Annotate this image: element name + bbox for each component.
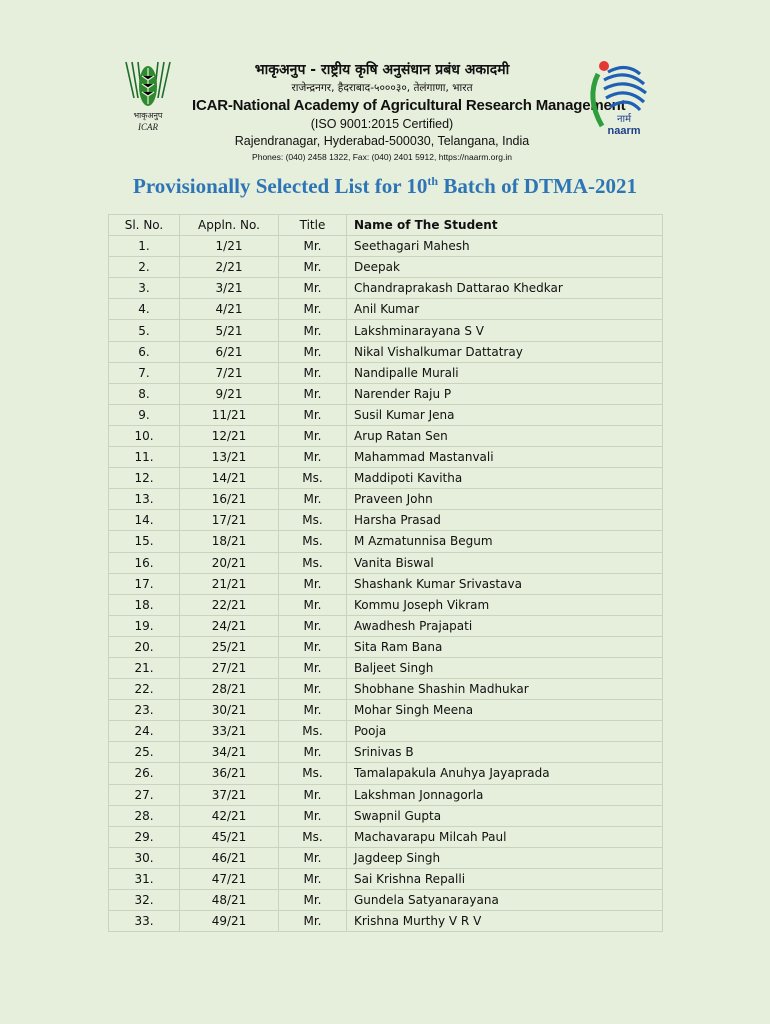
student-name-cell: Lakshman Jonnagorla [347, 784, 663, 805]
title-cell: Ms. [279, 468, 347, 489]
table-row [109, 257, 663, 278]
appln-no-cell: 7/21 [180, 362, 279, 383]
title-cell: Ms. [279, 721, 347, 742]
student-name-cell: Chandraprakash Dattarao Khedkar [347, 278, 663, 299]
title-cell: Mr. [279, 341, 347, 362]
appln-no-cell: 22/21 [180, 594, 279, 615]
sl-no-cell: 6. [109, 341, 180, 362]
table-row [109, 636, 663, 657]
table-row [109, 721, 663, 742]
sl-no-cell: 5. [109, 320, 180, 341]
table-row [109, 847, 663, 868]
title-cell: Mr. [279, 615, 347, 636]
table-row [109, 383, 663, 404]
table-row [109, 299, 663, 320]
student-name-cell: M Azmatunnisa Begum [347, 531, 663, 552]
sl-no-cell: 30. [109, 847, 180, 868]
appln-no-cell: 24/21 [180, 615, 279, 636]
appln-no-cell: 16/21 [180, 489, 279, 510]
appln-no-cell: 18/21 [180, 531, 279, 552]
appln-no-cell: 25/21 [180, 636, 279, 657]
student-name-cell: Lakshminarayana S V [347, 320, 663, 341]
appln-no-cell: 45/21 [180, 826, 279, 847]
sl-no-cell: 12. [109, 468, 180, 489]
title-cell: Mr. [279, 868, 347, 889]
title-cell: Mr. [279, 447, 347, 468]
sl-no-cell: 19. [109, 615, 180, 636]
iso-certification: (ISO 9001:2015 Certified) [310, 117, 454, 131]
student-name-cell: Sai Krishna Repalli [347, 868, 663, 889]
table-row [109, 425, 663, 446]
table-row [109, 341, 663, 362]
table-row [109, 531, 663, 552]
col-appln-no: Appln. No. [180, 215, 279, 236]
student-name-cell: Anil Kumar [347, 299, 663, 320]
icar-logo [118, 58, 178, 136]
sl-no-cell: 15. [109, 531, 180, 552]
table-row [109, 362, 663, 383]
svg-text:नार्म: नार्म [616, 114, 632, 125]
naarm-logo [568, 58, 650, 136]
table-row [109, 700, 663, 721]
title-cell: Ms. [279, 552, 347, 573]
student-name-cell: Kommu Joseph Vikram [347, 594, 663, 615]
sl-no-cell: 14. [109, 510, 180, 531]
appln-no-cell: 1/21 [180, 236, 279, 257]
table-row [109, 468, 663, 489]
title-cell: Ms. [279, 510, 347, 531]
title-cell: Mr. [279, 742, 347, 763]
appln-no-cell: 11/21 [180, 404, 279, 425]
table-row [109, 826, 663, 847]
student-name-cell: Seethagari Mahesh [347, 236, 663, 257]
appln-no-cell: 3/21 [180, 278, 279, 299]
appln-no-cell: 49/21 [180, 911, 279, 932]
sl-no-cell: 11. [109, 447, 180, 468]
table-row [109, 573, 663, 594]
student-name-cell: Krishna Murthy V R V [347, 911, 663, 932]
table-row [109, 320, 663, 341]
sl-no-cell: 28. [109, 805, 180, 826]
student-name-cell: Tamalapakula Anuhya Jayaprada [347, 763, 663, 784]
student-name-cell: Mohar Singh Meena [347, 700, 663, 721]
table-row [109, 594, 663, 615]
appln-no-cell: 34/21 [180, 742, 279, 763]
appln-no-cell: 37/21 [180, 784, 279, 805]
appln-no-cell: 30/21 [180, 700, 279, 721]
title-cell: Mr. [279, 383, 347, 404]
table-row [109, 278, 663, 299]
table-row [109, 679, 663, 700]
appln-no-cell: 28/21 [180, 679, 279, 700]
title-cell: Ms. [279, 531, 347, 552]
sl-no-cell: 31. [109, 868, 180, 889]
appln-no-cell: 36/21 [180, 763, 279, 784]
org-name: ICAR-National Academy of Agricultural Research Management [192, 97, 626, 114]
sl-no-cell: 21. [109, 657, 180, 678]
appln-no-cell: 27/21 [180, 657, 279, 678]
table-row [109, 805, 663, 826]
appln-no-cell: 48/21 [180, 890, 279, 911]
sl-no-cell: 22. [109, 679, 180, 700]
title-cell: Mr. [279, 278, 347, 299]
sl-no-cell: 26. [109, 763, 180, 784]
svg-text:ICAR: ICAR [138, 122, 158, 132]
title-cell: Mr. [279, 657, 347, 678]
table-row [109, 447, 663, 468]
student-name-cell: Awadhesh Prajapati [347, 615, 663, 636]
title-cell: Mr. [279, 636, 347, 657]
student-name-cell: Susil Kumar Jena [347, 404, 663, 425]
title-cell: Mr. [279, 362, 347, 383]
col-sl-no: Sl. No. [109, 215, 180, 236]
sl-no-cell: 17. [109, 573, 180, 594]
student-name-cell: Nikal Vishalkumar Dattatray [347, 341, 663, 362]
appln-no-cell: 9/21 [180, 383, 279, 404]
student-name-cell: Shashank Kumar Srivastava [347, 573, 663, 594]
student-name-cell: Baljeet Singh [347, 657, 663, 678]
appln-no-cell: 4/21 [180, 299, 279, 320]
letterhead [0, 0, 770, 175]
student-name-cell: Arup Ratan Sen [347, 425, 663, 446]
title-cell: Mr. [279, 425, 347, 446]
title-cell: Mr. [279, 805, 347, 826]
appln-no-cell: 5/21 [180, 320, 279, 341]
title-cell: Mr. [279, 573, 347, 594]
sl-no-cell: 13. [109, 489, 180, 510]
title-cell: Mr. [279, 911, 347, 932]
page-title: Provisionally Selected List for 10th Batch of DTMA-2021 [133, 174, 637, 198]
student-name-cell: Srinivas B [347, 742, 663, 763]
appln-no-cell: 17/21 [180, 510, 279, 531]
table-row [109, 552, 663, 573]
student-name-cell: Machavarapu Milcah Paul [347, 826, 663, 847]
table-row [109, 236, 663, 257]
appln-no-cell: 46/21 [180, 847, 279, 868]
appln-no-cell: 6/21 [180, 341, 279, 362]
title-cell: Ms. [279, 763, 347, 784]
sl-no-cell: 23. [109, 700, 180, 721]
svg-text:भाकृअनुप: भाकृअनुप [133, 111, 163, 120]
title-cell: Mr. [279, 847, 347, 868]
sl-no-cell: 8. [109, 383, 180, 404]
sl-no-cell: 4. [109, 299, 180, 320]
svg-text:naarm: naarm [607, 125, 641, 136]
appln-no-cell: 2/21 [180, 257, 279, 278]
appln-no-cell: 20/21 [180, 552, 279, 573]
sl-no-cell: 27. [109, 784, 180, 805]
sl-no-cell: 33. [109, 911, 180, 932]
sl-no-cell: 32. [109, 890, 180, 911]
student-name-cell: Swapnil Gupta [347, 805, 663, 826]
student-name-cell: Harsha Prasad [347, 510, 663, 531]
selection-table [108, 214, 663, 932]
sl-no-cell: 2. [109, 257, 180, 278]
table-row [109, 890, 663, 911]
student-name-cell: Gundela Satyanarayana [347, 890, 663, 911]
student-name-cell: Vanita Biswal [347, 552, 663, 573]
title-cell: Ms. [279, 826, 347, 847]
appln-no-cell: 12/21 [180, 425, 279, 446]
appln-no-cell: 21/21 [180, 573, 279, 594]
sl-no-cell: 3. [109, 278, 180, 299]
student-name-cell: Shobhane Shashin Madhukar [347, 679, 663, 700]
appln-no-cell: 14/21 [180, 468, 279, 489]
student-name-cell: Pooja [347, 721, 663, 742]
table-row [109, 742, 663, 763]
student-name-cell: Sita Ram Bana [347, 636, 663, 657]
table-row [109, 404, 663, 425]
title-cell: Mr. [279, 890, 347, 911]
appln-no-cell: 42/21 [180, 805, 279, 826]
sl-no-cell: 24. [109, 721, 180, 742]
sl-no-cell: 20. [109, 636, 180, 657]
title-cell: Mr. [279, 236, 347, 257]
col-student-name: Name of The Student [347, 215, 663, 236]
sl-no-cell: 25. [109, 742, 180, 763]
table-row [109, 911, 663, 932]
hindi-address: राजेन्द्रनगर, हैदराबाद-५०००३०, तेलंगाणा, भारत [291, 82, 473, 94]
hindi-org-name: भाकृअनुप - राष्ट्रीय कृषि अनुसंधान प्रबंध अकादमी [254, 62, 510, 78]
student-name-cell: Narender Raju P [347, 383, 663, 404]
sl-no-cell: 1. [109, 236, 180, 257]
sl-no-cell: 18. [109, 594, 180, 615]
contact-line: Phones: (040) 2458 1322, Fax: (040) 2401 5912, https://naarm.org.in [252, 152, 512, 162]
table-row [109, 657, 663, 678]
title-cell: Mr. [279, 594, 347, 615]
table-header-row [109, 215, 663, 236]
title-cell: Mr. [279, 299, 347, 320]
sl-no-cell: 9. [109, 404, 180, 425]
title-cell: Mr. [279, 784, 347, 805]
table-row [109, 489, 663, 510]
appln-no-cell: 13/21 [180, 447, 279, 468]
table-row [109, 763, 663, 784]
student-name-cell: Deepak [347, 257, 663, 278]
title-cell: Mr. [279, 700, 347, 721]
table-row [109, 615, 663, 636]
sl-no-cell: 10. [109, 425, 180, 446]
sl-no-cell: 16. [109, 552, 180, 573]
title-cell: Mr. [279, 489, 347, 510]
student-name-cell: Mahammad Mastanvali [347, 447, 663, 468]
col-title: Title [279, 215, 347, 236]
table-row [109, 510, 663, 531]
title-cell: Mr. [279, 404, 347, 425]
sl-no-cell: 29. [109, 826, 180, 847]
appln-no-cell: 33/21 [180, 721, 279, 742]
org-address: Rajendranagar, Hyderabad-500030, Telangana, India [234, 134, 530, 148]
table-row [109, 868, 663, 889]
table-row [109, 784, 663, 805]
student-name-cell: Nandipalle Murali [347, 362, 663, 383]
student-name-cell: Praveen John [347, 489, 663, 510]
sl-no-cell: 7. [109, 362, 180, 383]
title-cell: Mr. [279, 257, 347, 278]
student-name-cell: Maddipoti Kavitha [347, 468, 663, 489]
title-cell: Mr. [279, 320, 347, 341]
appln-no-cell: 47/21 [180, 868, 279, 889]
student-name-cell: Jagdeep Singh [347, 847, 663, 868]
title-cell: Mr. [279, 679, 347, 700]
